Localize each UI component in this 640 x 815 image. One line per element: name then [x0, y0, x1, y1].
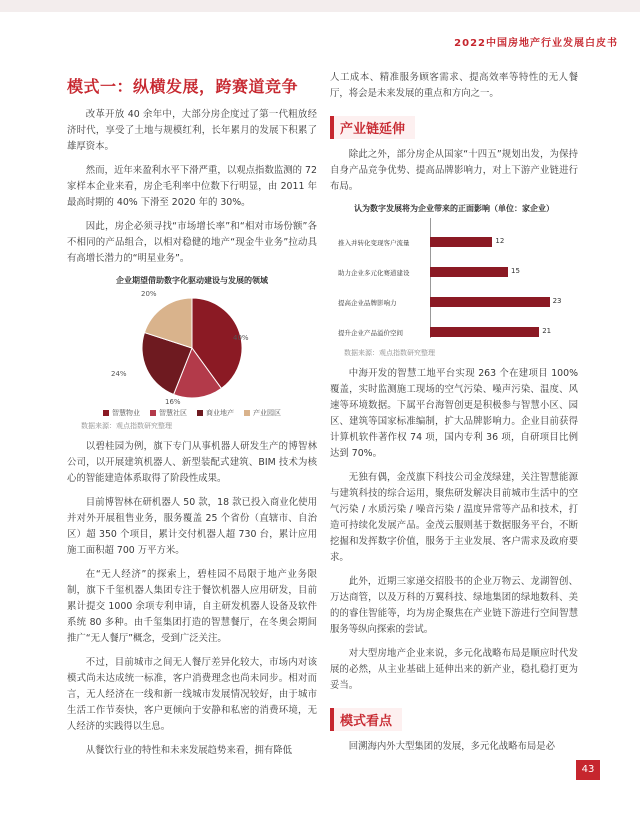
- sub-heading: 产业链延伸: [330, 116, 415, 139]
- pie-source: 数据来源：观点指数研究整理: [81, 422, 172, 430]
- bar-value-label: 15: [511, 267, 520, 275]
- pie-label: 40%: [233, 334, 249, 342]
- paragraph: 改革开放 40 余年中，大部分房企度过了第一代粗放经济时代，享受了土地与规模红利，长年累月的发展下积累了雄厚资本。: [67, 109, 317, 152]
- paragraph: 因此，房企必须寻找“市场增长率”和“相对市场份额”各不相同的产品组合，以相对稳健的地产“现金牛业务”拉动具有高增长潜力的“明星业务”。: [67, 221, 317, 264]
- bar-source: 数据来源：观点指数研究整理: [344, 349, 435, 357]
- paragraph: 人工成本、精准服务顾客需求、提高效率等特性的无人餐厅，将会是未来发展的重点和方向之一。: [330, 72, 578, 99]
- page-number: 43: [576, 760, 600, 780]
- paragraph: 回溯海内外大型集团的发展，多元化战略布局是必: [348, 741, 556, 752]
- paragraph: 不过，目前城市之间无人餐厅差异化较大，市场内对该模式尚未达成统一标准，客户消费理念也尚未同步。相对而言，无人经济在一线和新一线城市发展情况较好，由于城市生活工作节奏快，客户更倾向于安静和私密的消费环境，无人经济的实践得以生息。: [67, 657, 317, 732]
- legend-item: [197, 408, 234, 418]
- bar-chart: [330, 218, 578, 348]
- legend-swatch: [103, 410, 109, 416]
- pie-figure: [67, 275, 317, 431]
- bar-label: 推入并转化变现客户流量: [338, 239, 410, 247]
- paragraph: 目前博智林在研机器人 50 款，18 款已投入商业化使用并对外开展租售业务，服务覆盖 25 个省份（直辖市、自治区）超 350 个项目，累计交付机器人超 730 台，累计应用施工面积超 700 万平方米。: [67, 497, 317, 556]
- legend-item: [244, 408, 281, 418]
- bar-figure: [330, 203, 578, 358]
- paragraph: 以碧桂园为例，旗下专门从事机器人研发生产的博智林公司，以开展建筑机器人、新型装配式建筑、BIM 技术为核心的智能建造体系取得了阶段性成果。: [67, 441, 317, 484]
- legend-item: [150, 408, 187, 418]
- bar-row: [330, 264, 578, 280]
- paragraph: 无独有偶，金茂旗下科技公司金茂绿建，关注智慧能源与建筑科技的综合运用，聚焦研发解决目前城市生活中的空气污染 / 水质污染 / 噪音污染 / 温度异常等产品和技术，打造可持续化发展产品。金茂云服则基于数据服务平台，不断挖掘和发挥数字价值，服务于主业发展、客户需求及政府要求。: [330, 472, 578, 563]
- bar-row: [330, 234, 578, 250]
- bar-label: 助力企业多元化赛道建设: [338, 269, 410, 277]
- left-column: [67, 70, 317, 767]
- legend-label: 智慧社区: [159, 409, 187, 417]
- sub-heading: 模式看点: [330, 708, 402, 731]
- page-header: [0, 0, 640, 52]
- bar: [430, 267, 508, 277]
- bar-value-label: 12: [495, 237, 505, 245]
- bar-label: 提升企业产品溢价空间: [338, 329, 403, 337]
- legend-swatch: [150, 410, 156, 416]
- bar: [430, 297, 550, 307]
- legend-swatch: [244, 410, 250, 416]
- bar-row: [330, 294, 578, 310]
- paragraph: 然而，近年来盈利水平下滑严重，以观点指数监测的 72 家样本企业来看，房企毛利率中位数下行明显，由 2011 年最高时期的 40% 下滑至 2020 年的 30%。: [67, 165, 317, 208]
- bar: [430, 237, 492, 247]
- running-title: 2022中国房地产行业发展白皮书: [454, 38, 618, 49]
- pie-chart-svg: [67, 290, 317, 405]
- legend-item: [103, 408, 140, 418]
- paragraph: 除此之外，部分房企从国家“十四五”规划出发，为保持自身产品竞争优势、提高品牌影响力，对上下游产业链进行布局。: [330, 149, 578, 192]
- legend-swatch: [197, 410, 203, 416]
- bar-label: 提高企业品牌影响力: [338, 299, 397, 307]
- paragraph: 从餐饮行业的特性和未来发展趋势来看，拥有降低: [85, 745, 293, 756]
- legend-label: 智慧物业: [112, 409, 140, 417]
- bar-row: [330, 324, 578, 340]
- bar: [430, 327, 539, 337]
- bar-chart-title: 认为数字发展将为企业带来的正面影响（单位：家企业）: [354, 204, 554, 213]
- pie-label: 16%: [165, 398, 181, 406]
- pie-chart: [67, 290, 317, 405]
- legend-label: 商业地产: [206, 409, 234, 417]
- pie-label: 24%: [111, 370, 127, 378]
- section-title: 模式一：纵横发展，跨赛道竞争: [67, 77, 299, 96]
- pie-label: 20%: [141, 290, 157, 298]
- bar-value-label: 21: [542, 327, 552, 335]
- paragraph: 此外，近期三家递交招股书的企业万物云、龙湖智创、万达商管，以及万科的万翼科技、绿地集团的绿地数科、美的的睿住智能等，均为房企聚焦在产业链下游进行空间智慧服务等纵向探索的尝试。: [330, 576, 578, 635]
- paragraph: 对大型房地产企业来说，多元化战略布局是顺应时代发展的必然，从主业基础上延伸出来的新产业，稳扎稳打更为妥当。: [330, 648, 578, 691]
- pie-chart-title: 企业期望借助数字化驱动建设与发展的领域: [116, 276, 268, 285]
- paragraph: 在“无人经济”的探索上，碧桂园不局限于地产业务限制，旗下千玺机器人集团专注于餐饮机器人应用研发，目前累计提交 1000 余项专利申请，自主研发机器人设备及软件系统 80 多种。由千玺集团打造的智慧餐厅，在冬奥会期间推广“无人餐厅”概念，受到广泛关注。: [67, 569, 317, 644]
- bar-value-label: 23: [552, 297, 562, 305]
- pie-legend: [67, 408, 317, 418]
- legend-label: 产业园区: [253, 409, 281, 417]
- header-band: [0, 0, 640, 12]
- right-column: [330, 70, 578, 763]
- paragraph: 中海开发的智慧工地平台实现 263 个在建项目 100% 覆盖，实时监测施工现场的空气污染、噪声污染、温度、风速等环境数据。下属平台海智创更是积极参与智慧小区、园区、建筑等国家标准编制，扩大品牌影响力。企业目前获得计算机软件著作权 74 项，国内专利 36 项，自研项目比例达到 70%。: [330, 368, 578, 459]
